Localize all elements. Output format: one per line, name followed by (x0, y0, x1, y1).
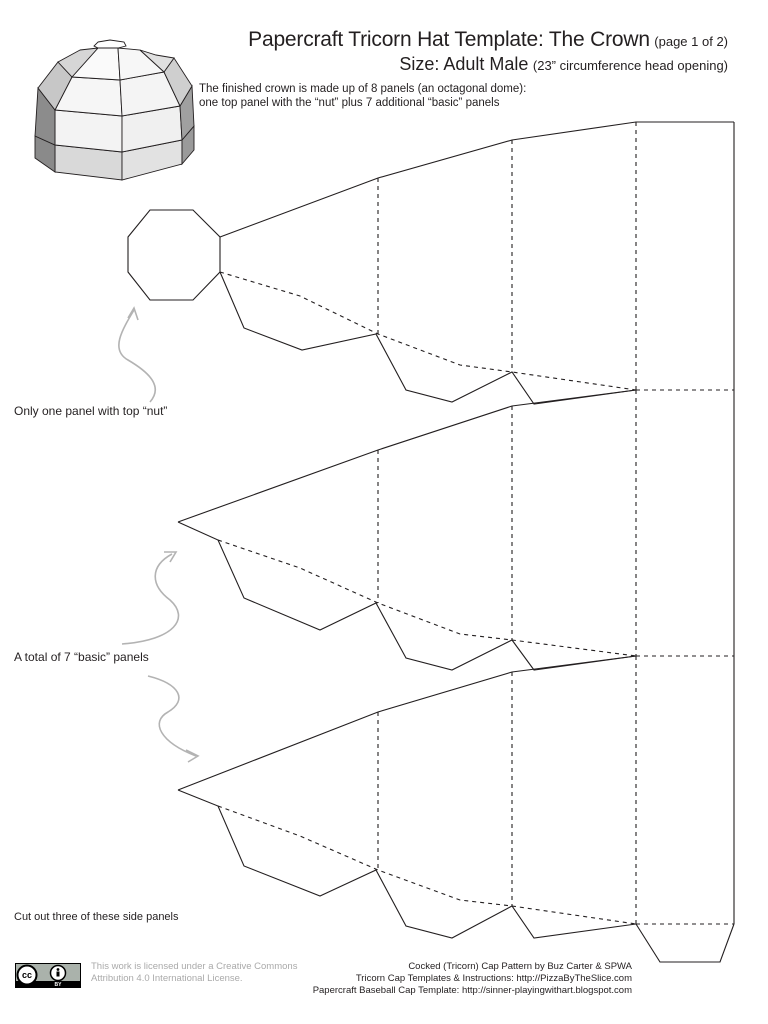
creative-commons-badge (15, 963, 81, 988)
panel3-tab (636, 924, 734, 962)
octagon-nut (128, 210, 220, 300)
arrow-to-basic-1 (122, 554, 179, 644)
title-main: Papercraft Tricorn Hat Template: The Crown (248, 28, 650, 51)
credits-line-3: Papercraft Baseball Cap Template: http://sinner-playingwithart.blogspot.com (312, 985, 632, 996)
size-main: Size: Adult Male (399, 54, 529, 74)
dome-nut (94, 40, 126, 48)
cc-by-icon (15, 963, 81, 988)
arrow-to-nut (119, 310, 155, 402)
basic-panel-2 (178, 656, 734, 962)
note-basic-panels: A total of 7 “basic” panels (14, 650, 149, 664)
title-page-indicator: (page 1 of 2) (654, 34, 728, 49)
by-badge-text: BY (54, 982, 62, 988)
basic-panel-1 (178, 390, 734, 670)
description-line-2: one top panel with the “nut” plus 7 additional “basic” panels (199, 97, 500, 109)
callout-arrows (119, 308, 198, 762)
note-cut-out: Cut out three of these side panels (14, 911, 179, 923)
credits-line-1: Cocked (Tricorn) Cap Pattern by Buz Carter & SPWA (408, 961, 632, 972)
description-line-1: The finished crown is made up of 8 panels (an octagonal dome): (199, 83, 527, 95)
panel1-bottom-edge (220, 272, 636, 404)
license-line-2: Attribution 4.0 International License. (91, 973, 243, 984)
panel3-top-edge (178, 656, 636, 790)
panel3-bottom-edge (178, 790, 636, 938)
panel2-top-edge (178, 390, 636, 522)
credits (313, 961, 632, 997)
panel2-fold-lines (218, 390, 734, 656)
license-text (91, 961, 301, 985)
panel3-fold-lines (218, 656, 734, 924)
dome-middle-band (55, 110, 122, 152)
panel-with-nut (128, 122, 734, 404)
credits-line-2: Tricorn Cap Templates & Instructions: http://PizzaByTheSlice.com (355, 973, 632, 984)
panel2-bottom-edge (178, 522, 636, 670)
note-nut-panel: Only one panel with top “nut” (14, 404, 168, 418)
size-detail: (23” circumference head opening) (532, 58, 728, 73)
octagonal-dome-illustration (35, 40, 194, 180)
cc-badge-text: cc (21, 970, 33, 980)
panel1-fold-lines (220, 122, 734, 390)
arrow-to-basic-2 (148, 676, 196, 756)
license-line-1: This work is licensed under a Creative Commons (91, 961, 298, 972)
panel1-top-edge (220, 122, 734, 237)
